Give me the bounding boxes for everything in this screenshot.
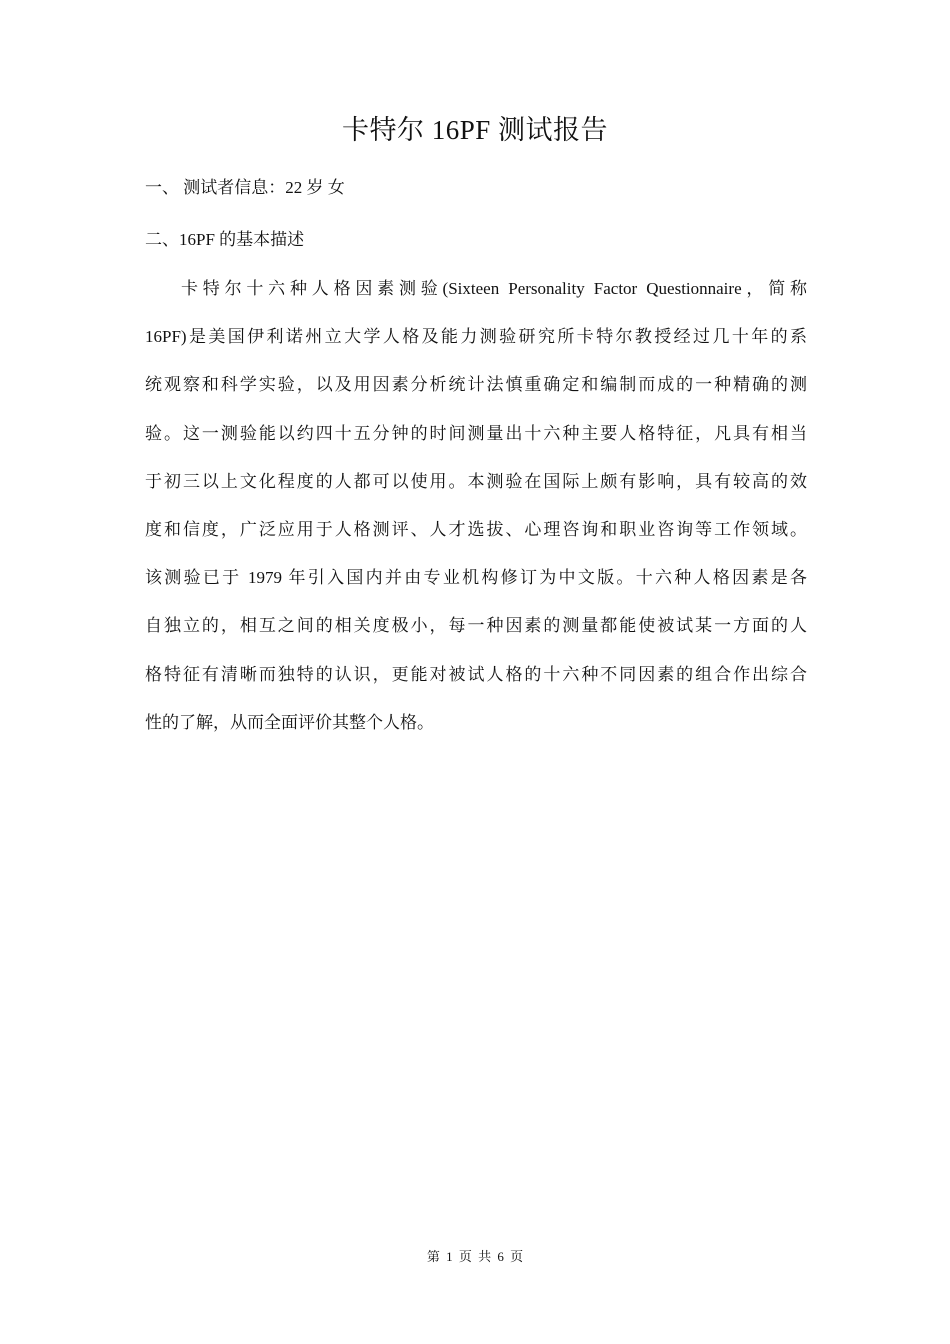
- paragraph-line: 该测验已于 1979 年引入国内并由专业机构修订为中文版。十六种人格因素是各: [145, 568, 807, 588]
- paragraph-line: 性的了解，从而全面评价其整个人格。: [145, 712, 434, 732]
- paragraph-line: 统观察和科学实验，以及用因素分析统计法慎重确定和编制而成的一种精确的测: [145, 375, 807, 395]
- paragraph-line: 格特征有清晰而独特的认识，更能对被试人格的十六种不同因素的组合作出综合: [145, 664, 807, 684]
- section-tester-info: 一、 测试者信息：22 岁 女: [145, 178, 345, 197]
- page-number-footer: 第 1 页 共 6 页: [426, 1249, 524, 1264]
- paragraph-line: 验。这一测验能以约四十五分钟的时间测量出十六种主要人格特征，凡具有相当: [145, 423, 807, 443]
- paragraph-line: 16PF)是美国伊利诺州立大学人格及能力测验研究所卡特尔教授经过几十年的系: [145, 327, 807, 347]
- paragraph-line: 自独立的，相互之间的相关度极小，每一种因素的测量都能使被试某一方面的人: [145, 616, 807, 636]
- document-title: 卡特尔 16PF 测试报告: [341, 115, 609, 145]
- section-basic-description: 二、16PF 的基本描述: [145, 230, 305, 249]
- paragraph-line: 度和信度，广泛应用于人格测评、人才选拔、心理咨询和职业咨询等工作领域。: [145, 519, 807, 539]
- description-paragraph: [145, 274, 807, 756]
- paragraph-line: 于初三以上文化程度的人都可以使用。本测验在国际上颇有影响，具有较高的效: [145, 471, 807, 491]
- paragraph-line: 卡特尔十六种人格因素测验(Sixteen Personality Factor Questionnaire，简称: [181, 279, 807, 298]
